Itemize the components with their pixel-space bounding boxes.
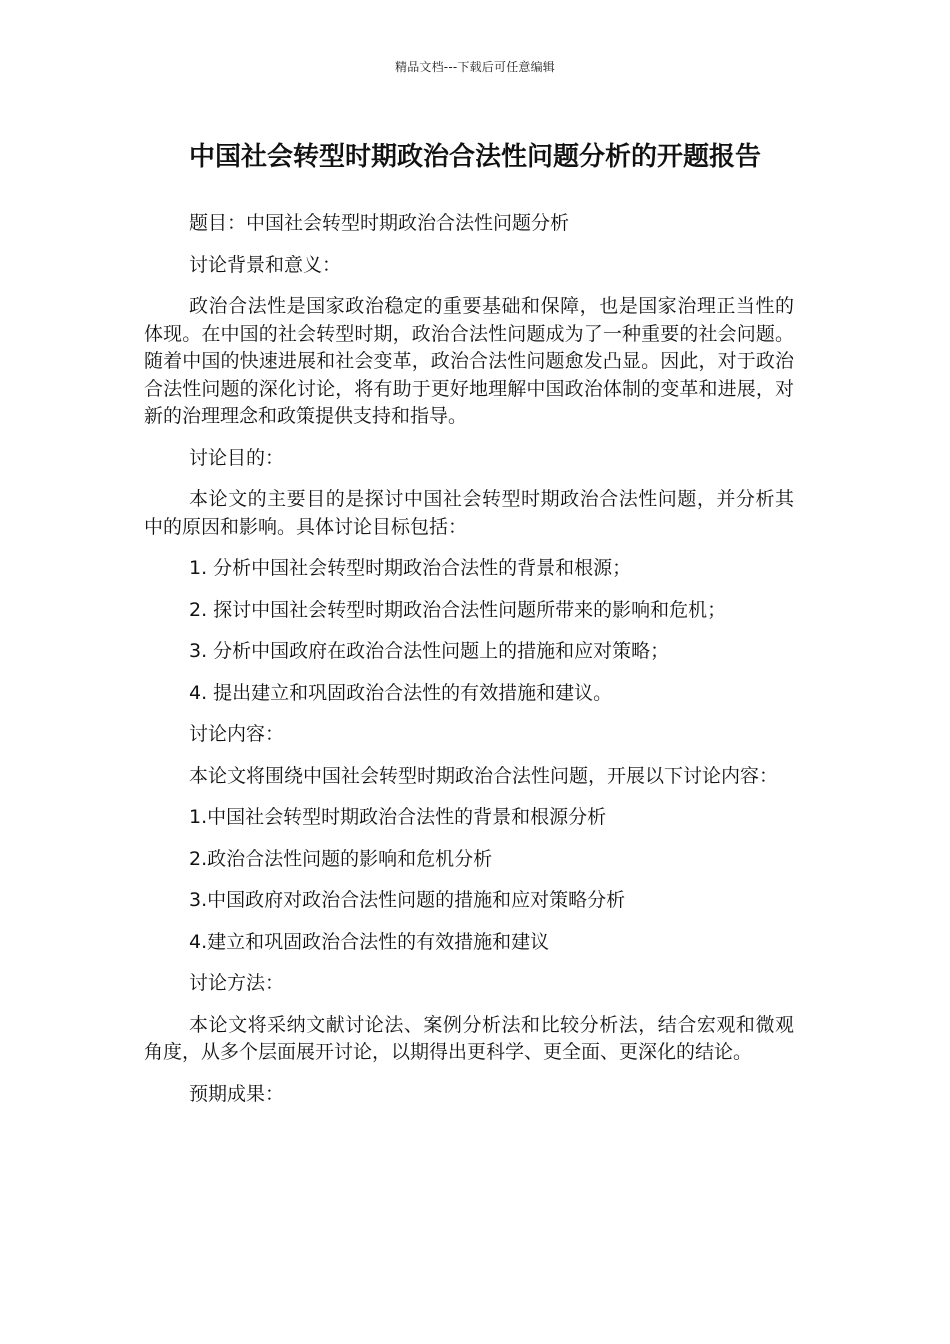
topic-line: 题目：中国社会转型时期政治合法性问题分析 (189, 212, 570, 234)
section-heading-background: 讨论背景和意义： (189, 253, 342, 276)
paragraph-background: 政治合法性是国家政治稳定的重要基础和保障，也是国家治理正当性的体现。在中国的社会转型时期，政治合法性问题成为了一种重要的社会问题。随着中国的快速进展和社会变革，政治合法性问题愈发凸显。因此，对于政治合法性问题的深化讨论，将有助于更好地理解中国政治体制的变革和进展，对新的治理理念和政策提供支持和指导。 (144, 295, 794, 427)
section-heading-outcome: 预期成果： (189, 1082, 285, 1105)
section-heading-content: 讨论内容： (189, 723, 285, 745)
list-item-goal-4: 4. 提出建立和巩固政治合法性的有效措施和建议。 (189, 681, 613, 704)
document-body (144, 210, 794, 1122)
paragraph-method: 本论文将采纳文献讨论法、案例分析法和比较分析法，结合宏观和微观角度，从多个层面展开讨论，以期得出更科学、更全面、更深化的结论。 (144, 1013, 794, 1063)
document-title: 中国社会转型时期政治合法性问题分析的开题报告 (188, 142, 761, 172)
list-item-goal-2: 2. 探讨中国社会转型时期政治合法性问题所带来的影响和危机； (189, 598, 727, 621)
section-heading-method: 讨论方法： (189, 972, 285, 994)
list-item-goal-1: 1. 分析中国社会转型时期政治合法性的背景和根源； (189, 557, 632, 579)
header-note: 精品文档---下载后可任意编辑 (395, 60, 555, 74)
list-item-goal-3: 3. 分析中国政府在政治合法性问题上的措施和应对策略； (189, 640, 670, 662)
list-item-content-2: 2.政治合法性问题的影响和危机分析 (189, 847, 493, 870)
list-item-content-1: 1.中国社会转型时期政治合法性的背景和根源分析 (189, 806, 607, 828)
list-item-content-4: 4.建立和巩固政治合法性的有效措施和建议 (189, 930, 550, 953)
list-item-content-3: 3.中国政府对政治合法性问题的措施和应对策略分析 (189, 889, 626, 911)
paragraph-purpose: 本论文的主要目的是探讨中国社会转型时期政治合法性问题，并分析其中的原因和影响。具体讨论目标包括： (144, 488, 794, 538)
section-heading-purpose: 讨论目的： (189, 446, 285, 469)
paragraph-content: 本论文将围绕中国社会转型时期政治合法性问题，开展以下讨论内容： (189, 764, 779, 787)
